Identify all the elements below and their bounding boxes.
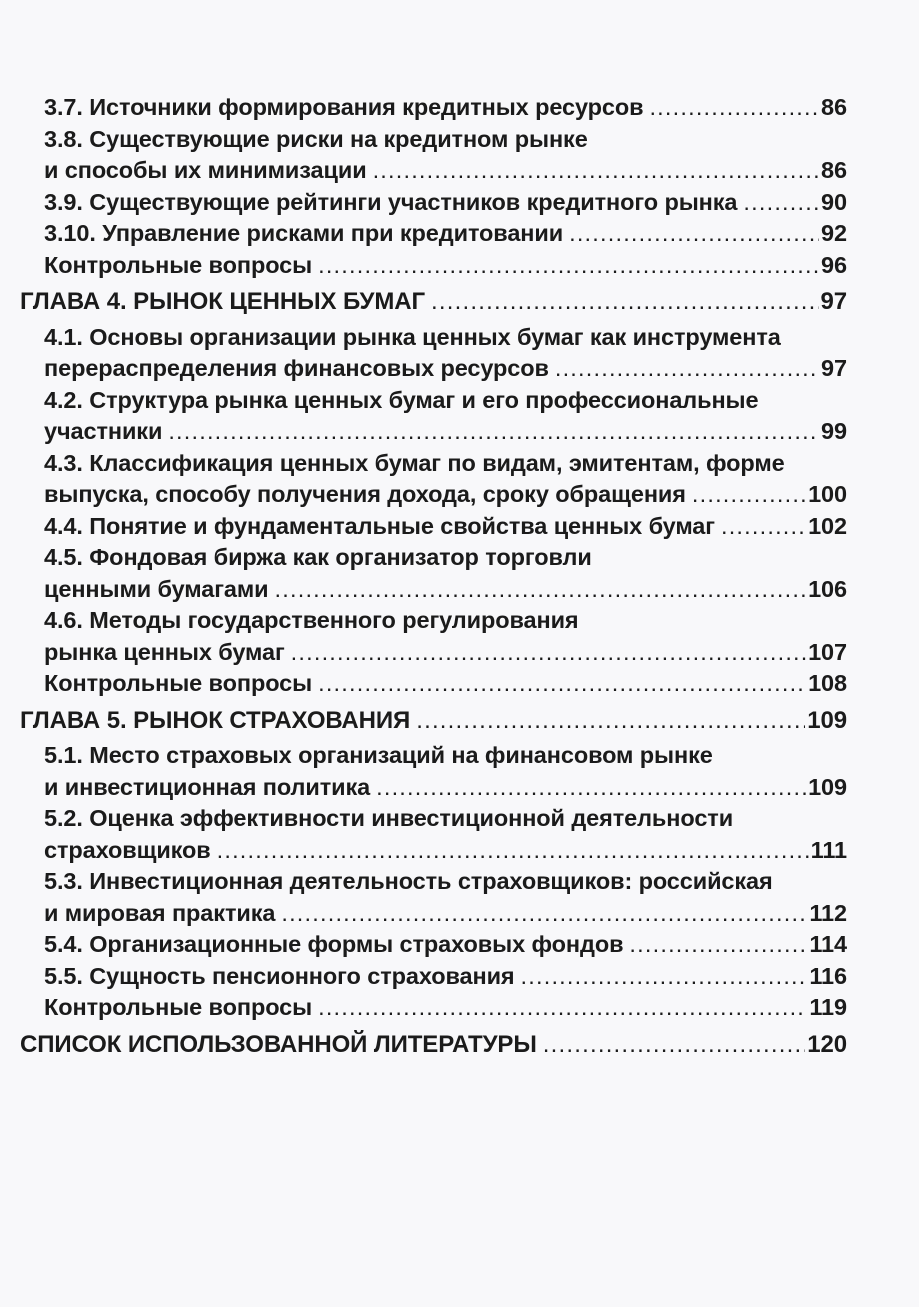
toc-page-number: 119 <box>809 994 847 1020</box>
toc-entry-4-2 <box>44 385 847 448</box>
toc-entry-title-line: 4.2. Структура рынка ценных бумаг и его профессиональные <box>44 386 759 413</box>
toc-page-number: 86 <box>821 94 847 120</box>
toc-entry-title: Контрольные вопросы <box>44 251 313 278</box>
toc-entry-title: 3.9. Существующие рейтинги участников кредитного рынка <box>44 188 738 215</box>
toc-entry-4-5 <box>44 542 847 605</box>
dot-leader <box>416 705 805 737</box>
toc-entry-5-4 <box>44 929 847 961</box>
dot-leader <box>376 772 806 804</box>
toc-entry-title-line: и мировая практика <box>44 899 276 926</box>
toc-entry-title-line: и инвестиционная политика <box>44 773 371 800</box>
toc-entry-title-line: 4.1. Основы организации рынка ценных бумаг как инструмента <box>44 323 781 350</box>
toc-entry-title-line: выпуска, способу получения дохода, сроку обращения <box>44 481 686 507</box>
toc-entry-title-line: участники <box>44 418 163 444</box>
toc-page-number: 112 <box>809 899 847 926</box>
dot-leader <box>373 155 819 187</box>
toc-entry-title: 4.4. Понятие и фундаментальные свойства ценных бумаг <box>44 512 715 539</box>
toc-entry-title: 3.7. Источники формирования кредитных ресурсов <box>44 94 644 120</box>
dot-leader <box>217 835 809 867</box>
toc-entry-title: 5.4. Организационные формы страховых фондов <box>44 931 624 957</box>
toc-page-number: 90 <box>821 188 847 215</box>
toc-entry-4-1 <box>44 322 847 385</box>
toc-entry-review-questions-3 <box>44 250 847 282</box>
toc-entry-title-line: ценными бумагами <box>44 575 269 602</box>
toc-entry-title-line: рынка ценных бумаг <box>44 638 285 665</box>
dot-leader <box>275 574 807 606</box>
toc-entry-5-2 <box>44 803 847 866</box>
toc-entry-title-line: 3.8. Существующие риски на кредитном рынке <box>44 125 588 152</box>
toc-references <box>20 1029 847 1061</box>
toc-entry-title-line: 5.3. Инвестиционная деятельность страховщиков: российская <box>44 868 773 894</box>
dot-leader <box>721 511 806 543</box>
dot-leader <box>555 353 819 385</box>
toc-chapter-title: ГЛАВА 5. РЫНОК СТРАХОВАНИЯ <box>20 706 411 734</box>
toc-entry-5-1 <box>44 740 847 803</box>
toc-entry-title-line: 4.5. Фондовая биржа как организатор торговли <box>44 544 592 570</box>
dot-leader <box>569 218 819 250</box>
dot-leader <box>168 416 819 448</box>
toc-page-number: 107 <box>808 638 847 665</box>
toc-entry-title-line: 4.6. Методы государственного регулирования <box>44 607 579 633</box>
table-of-contents <box>0 92 919 1060</box>
dot-leader <box>318 992 807 1024</box>
toc-page-number: 108 <box>808 670 847 696</box>
dot-leader <box>431 286 818 318</box>
toc-page-number: 86 <box>821 157 847 183</box>
toc-entry-5-3 <box>44 866 847 929</box>
toc-page-number: 111 <box>810 836 847 863</box>
toc-page-number: 97 <box>820 288 847 315</box>
toc-chapter-title: ГЛАВА 4. РЫНОК ЦЕННЫХ БУМАГ <box>20 288 426 315</box>
toc-entry-title: Контрольные вопросы <box>44 670 313 696</box>
toc-entry-review-questions-4 <box>44 668 847 700</box>
toc-entry-5-5 <box>44 961 847 993</box>
toc-page-number: 106 <box>808 575 847 602</box>
dot-leader <box>629 929 807 961</box>
dot-leader <box>543 1029 806 1061</box>
toc-entry-3-8 <box>44 124 847 187</box>
toc-page-number: 96 <box>821 251 847 278</box>
toc-chapter-title: СПИСОК ИСПОЛЬЗОВАННОЙ ЛИТЕРАТУРЫ <box>20 1030 537 1058</box>
dot-leader <box>743 187 819 219</box>
dot-leader <box>649 92 819 124</box>
toc-page-number: 109 <box>807 706 847 734</box>
dot-leader <box>318 250 819 282</box>
toc-entry-4-3 <box>44 448 847 511</box>
toc-entry-title-line: страховщиков <box>44 836 211 863</box>
toc-page-number: 92 <box>821 220 847 246</box>
dot-leader <box>318 668 806 700</box>
toc-page-number: 97 <box>821 355 847 381</box>
dot-leader <box>281 898 807 930</box>
toc-entry-title-line: 5.2. Оценка эффективности инвестиционной деятельности <box>44 805 734 831</box>
toc-page-number: 102 <box>808 512 847 539</box>
toc-entry-3-7 <box>44 92 847 124</box>
toc-entry-title-line: перераспределения финансовых ресурсов <box>44 355 549 381</box>
dot-leader <box>521 961 808 993</box>
toc-page-number: 114 <box>809 931 847 957</box>
toc-entry-title: Контрольные вопросы <box>44 994 313 1020</box>
toc-entry-title: 5.5. Сущность пенсионного страхования <box>44 962 515 989</box>
toc-entry-4-4 <box>44 511 847 543</box>
toc-page-number: 116 <box>809 962 847 989</box>
toc-chapter-5 <box>20 705 847 737</box>
toc-entry-review-questions-5 <box>44 992 847 1024</box>
toc-entry-title: 3.10. Управление рисками при кредитовании <box>44 220 564 246</box>
toc-entry-title-line: и способы их минимизации <box>44 157 367 183</box>
toc-page-number: 100 <box>808 481 847 507</box>
dot-leader <box>291 637 806 669</box>
toc-entry-3-9 <box>44 187 847 219</box>
dot-leader <box>692 479 806 511</box>
toc-entry-4-6 <box>44 605 847 668</box>
toc-entry-title-line: 4.3. Классификация ценных бумаг по видам, эмитентам, форме <box>44 449 785 476</box>
toc-page-number: 109 <box>808 773 847 800</box>
toc-chapter-4 <box>20 286 847 318</box>
toc-page-number: 99 <box>821 418 847 444</box>
toc-entry-3-10 <box>44 218 847 250</box>
toc-entry-title-line: 5.1. Место страховых организаций на финансовом рынке <box>44 742 713 768</box>
toc-page-number: 120 <box>807 1030 847 1058</box>
